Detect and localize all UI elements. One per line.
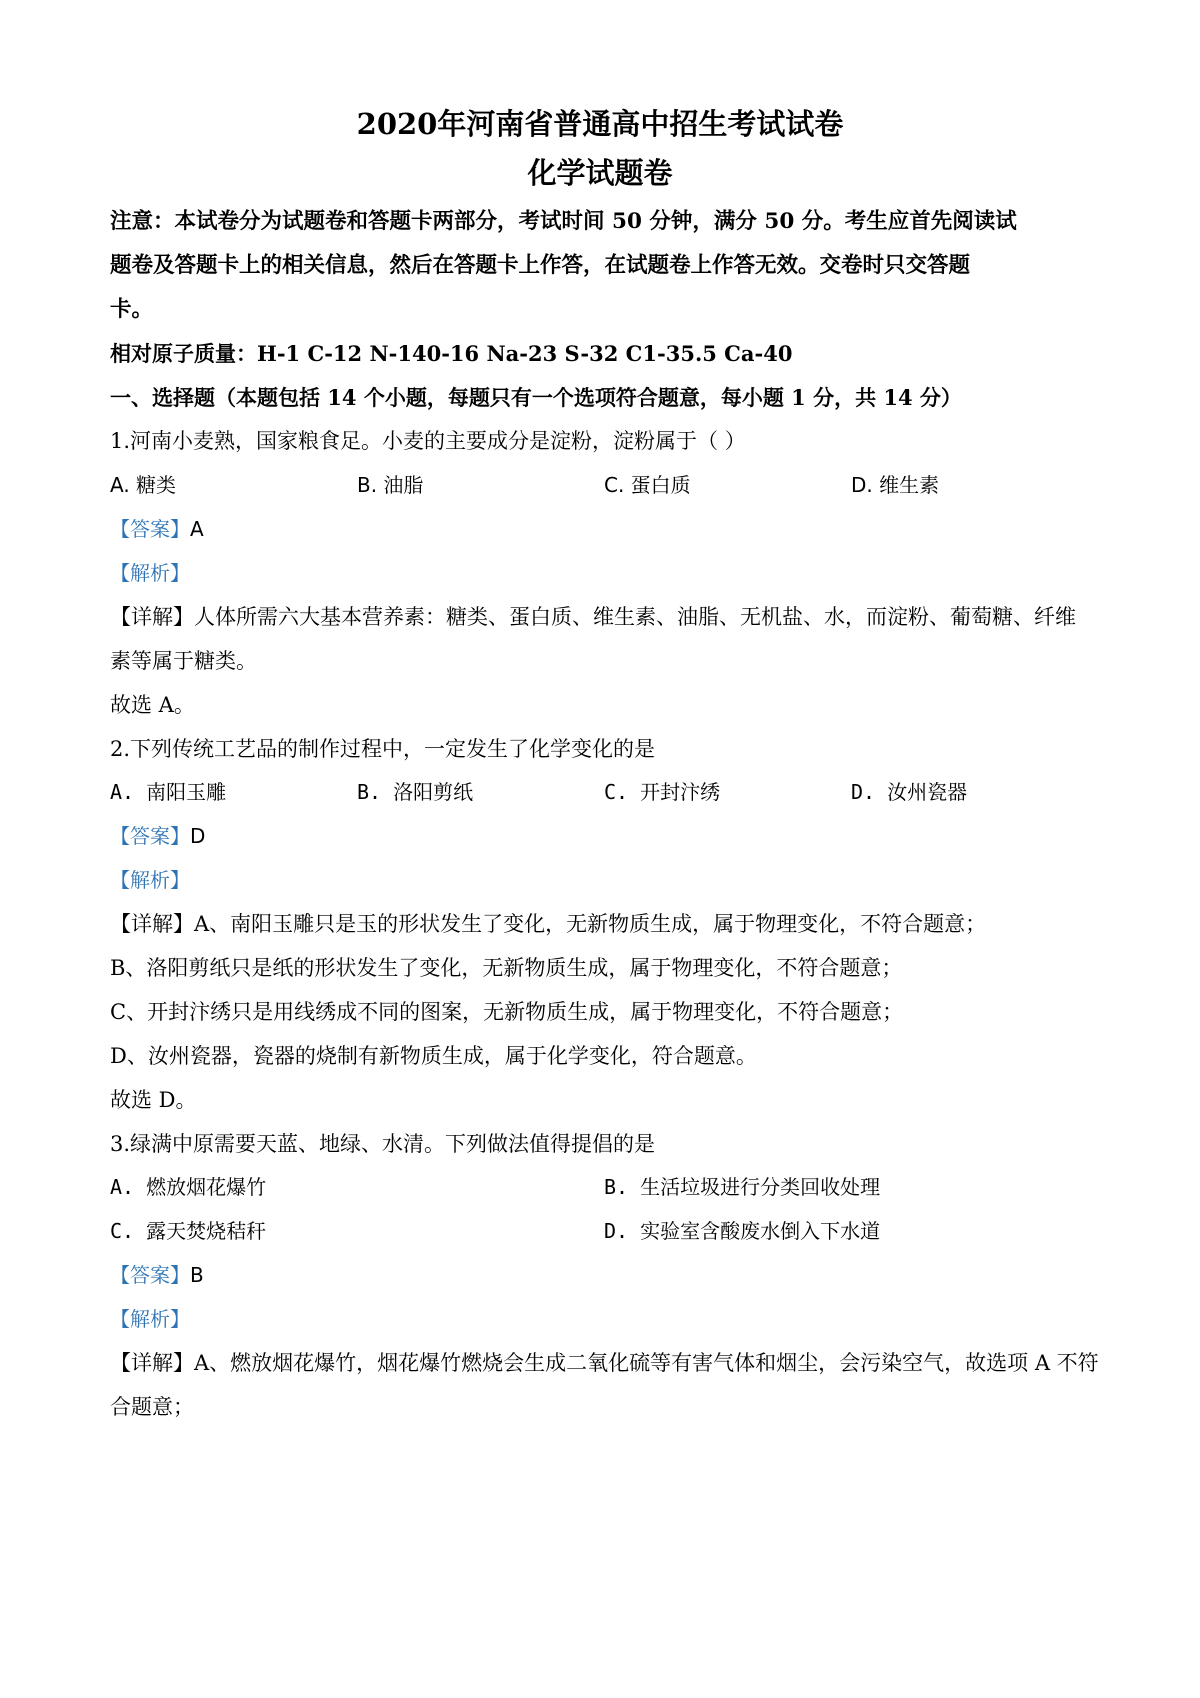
- exam-title: 2020年河南省普通高中招生考试试卷: [356, 107, 844, 141]
- q1-answer: [110, 513, 1110, 545]
- q2-option-b: B. 洛阳剪纸: [357, 780, 474, 804]
- detail-tag: 【详解】: [110, 912, 194, 936]
- q3-option-a: A. 燃放烟花爆竹: [110, 1175, 267, 1199]
- answer-tag: 【答案】: [110, 1263, 190, 1287]
- analysis-tag: 【解析】: [110, 561, 190, 585]
- q1-option-c: C. 蛋白质: [604, 473, 691, 497]
- answer-tag: 【答案】: [110, 824, 190, 848]
- q3-option-b: B. 生活垃圾进行分类回收处理: [604, 1175, 881, 1199]
- q2-detail-line-b: B、洛阳剪纸只是纸的形状发生了变化，无新物质生成，属于物理变化，不符合题意；: [110, 956, 903, 980]
- q2-answer-value: D: [190, 824, 206, 848]
- q3-answer: [110, 1259, 1110, 1291]
- q3-option-d: D. 实验室含酸废水倒入下水道: [604, 1219, 881, 1243]
- atomic-mass-line: 相对原子质量：H-1 C-12 N-140-16 Na-23 S-32 C1-35.5 Ca-40: [110, 341, 793, 366]
- q1-detail-line-2: 素等属于糖类。: [110, 649, 257, 673]
- notice-line-3: 卡。: [110, 297, 154, 322]
- q1-stem: 1.河南小麦熟，国家粮食足。小麦的主要成分是淀粉，淀粉属于（ ）: [110, 429, 746, 453]
- q2-option-a: A. 南阳玉雕: [110, 780, 227, 804]
- notice-line-1: 注意：本试卷分为试题卷和答题卡两部分，考试时间 50 分钟，满分 50 分。考生应首先阅读试: [110, 209, 1017, 234]
- q2-conclusion: 故选 D。: [110, 1088, 197, 1112]
- q2-detail-line-d: D、汝州瓷器，瓷器的烧制有新物质生成，属于化学变化，符合题意。: [110, 1044, 757, 1068]
- analysis-tag: 【解析】: [110, 1307, 190, 1331]
- q2-analysis: [110, 864, 1110, 896]
- q2-answer: [110, 820, 1110, 852]
- q1-option-a: A. 糖类: [110, 473, 177, 497]
- q1-answer-value: A: [190, 517, 204, 541]
- q1-detail-line-1: [110, 601, 1110, 633]
- q2-stem: 2.下列传统工艺品的制作过程中，一定发生了化学变化的是: [110, 737, 656, 761]
- q1-detail-text: 人体所需六大基本营养素：糖类、蛋白质、维生素、油脂、无机盐、水，而淀粉、葡萄糖、纤维: [194, 605, 1076, 629]
- notice-line-2: 题卷及答题卡上的相关信息，然后在答题卡上作答，在试题卷上作答无效。交卷时只交答题: [110, 253, 971, 278]
- exam-subtitle: 化学试题卷: [527, 156, 673, 190]
- analysis-tag: 【解析】: [110, 868, 190, 892]
- q3-detail-text: A、燃放烟花爆竹，烟花爆竹燃烧会生成二氧化硫等有害气体和烟尘，会污染空气，故选项 A 不符: [194, 1351, 1099, 1375]
- detail-tag: 【详解】: [110, 1351, 194, 1375]
- q3-detail-line-1: [110, 1347, 1110, 1379]
- q2-option-d: D. 汝州瓷器: [851, 780, 968, 804]
- q3-answer-value: B: [190, 1263, 204, 1287]
- q3-detail-line-2: 合题意；: [110, 1395, 194, 1419]
- q1-option-d: D. 维生素: [851, 473, 940, 497]
- q3-option-c: C. 露天焚烧秸秆: [110, 1219, 267, 1243]
- q1-analysis: [110, 557, 1110, 589]
- detail-tag: 【详解】: [110, 605, 194, 629]
- q3-stem: 3.绿满中原需要天蓝、地绿、水清。下列做法值得提倡的是: [110, 1132, 656, 1156]
- q2-option-c: C. 开封汴绣: [604, 780, 721, 804]
- q3-analysis: [110, 1303, 1110, 1335]
- q1-conclusion: 故选 A。: [110, 693, 195, 717]
- answer-tag: 【答案】: [110, 517, 190, 541]
- q2-detail-line-a: [110, 908, 1110, 940]
- q2-detail-a-text: A、南阳玉雕只是玉的形状发生了变化，无新物质生成，属于物理变化，不符合题意；: [194, 912, 987, 936]
- q1-option-b: B. 油脂: [357, 473, 424, 497]
- section-heading: 一、选择题（本题包括 14 个小题，每题只有一个选项符合题意，每小题 1 分，共 14 分）: [110, 385, 962, 410]
- q2-detail-line-c: C、开封汴绣只是用线绣成不同的图案，无新物质生成，属于物理变化，不符合题意；: [110, 1000, 904, 1024]
